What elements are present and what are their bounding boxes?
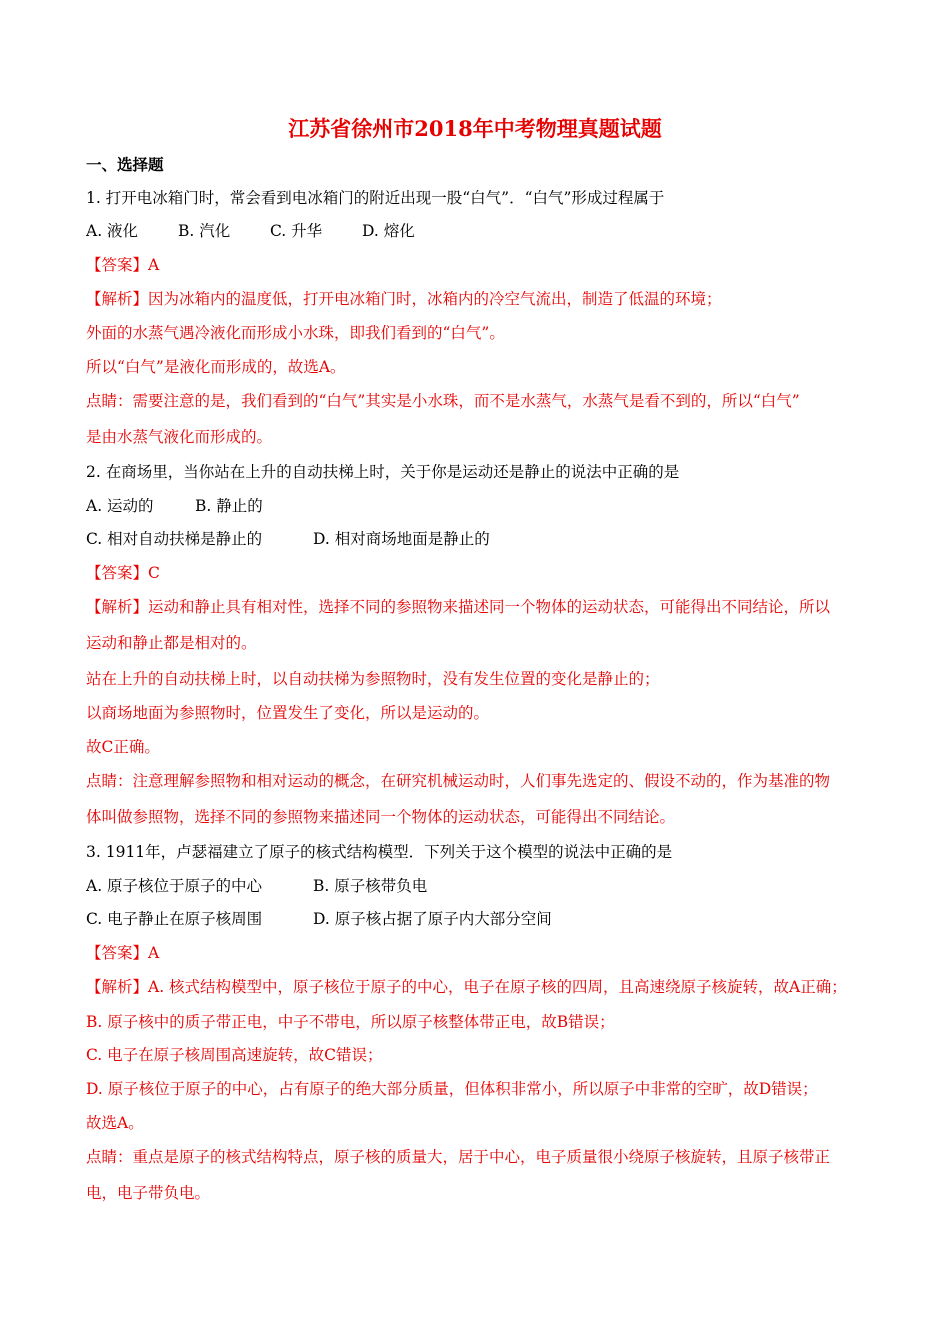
q2-options-row2 — [86, 528, 886, 550]
q2-analysis-line: 站在上升的自动扶梯上时，以自动扶梯为参照物时，没有发生位置的变化是静止的； — [86, 670, 660, 688]
q1-option-d: D. 熔化 — [362, 222, 415, 240]
q2-option-a: A. 运动的 — [86, 497, 154, 515]
q3-tip-line: 电，电子带负电。 — [86, 1184, 211, 1202]
q3-option-d: D. 原子核占据了原子内大部分空间 — [313, 910, 552, 928]
q2-answer: 【答案】C — [86, 564, 160, 582]
q1-option-a: A. 液化 — [86, 222, 139, 240]
q3-analysis-line: 故选A。 — [86, 1114, 144, 1132]
q1-tip-line: 点睛：需要注意的是，我们看到的“白气”其实是小水珠，而不是水蒸气，水蒸气是看不到的，所以“白气” — [86, 392, 800, 410]
q1-answer: 【答案】A — [86, 256, 160, 274]
q2-option-c: C. 相对自动扶梯是静止的 — [86, 530, 263, 548]
page-title: 江苏省徐州市2018年中考物理真题试题 — [288, 116, 662, 141]
q2-analysis-line: 运动和静止都是相对的。 — [86, 634, 257, 652]
q1-tip-line: 是由水蒸气液化而形成的。 — [86, 428, 273, 446]
q1-stem: 1. 打开电冰箱门时，常会看到电冰箱门的附近出现一股“白气”．“白气”形成过程属于 — [86, 189, 665, 207]
q3-option-b: B. 原子核带负电 — [313, 877, 428, 895]
q1-option-c: C. 升华 — [270, 222, 323, 240]
q1-option-b: B. 汽化 — [178, 222, 231, 240]
q2-stem: 2. 在商场里，当你站在上升的自动扶梯上时，关于你是运动还是静止的说法中正确的是 — [86, 463, 680, 481]
q3-analysis-line: 【解析】A. 核式结构模型中，原子核位于原子的中心，电子在原子核的四周，且高速绕原子核旋转，故A正确； — [86, 978, 847, 996]
q1-analysis-line: 所以“白气”是液化而形成的，故选A。 — [86, 358, 346, 376]
q3-option-a: A. 原子核位于原子的中心 — [86, 877, 263, 895]
q3-analysis-line: D. 原子核位于原子的中心，占有原子的绝大部分质量，但体积非常小，所以原子中非常的空旷，故D错误； — [86, 1080, 818, 1098]
q3-analysis-line: C. 电子在原子核周围高速旋转，故C错误； — [86, 1046, 383, 1064]
q2-option-b: B. 静止的 — [195, 497, 263, 515]
q3-stem: 3. 1911年，卢瑟福建立了原子的核式结构模型．下列关于这个模型的说法中正确的是 — [86, 843, 673, 861]
q2-tip-line: 体叫做参照物，选择不同的参照物来描述同一个物体的运动状态，可能得出不同结论。 — [86, 808, 676, 826]
q2-analysis-line: 【解析】运动和静止具有相对性，选择不同的参照物来描述同一个物体的运动状态，可能得出不同结论，所以 — [86, 598, 831, 616]
q1-options — [86, 220, 886, 242]
q1-analysis-line: 外面的水蒸气遇冷液化而形成小水珠，即我们看到的“白气”。 — [86, 324, 505, 342]
q3-tip-line: 点睛：重点是原子的核式结构特点，原子核的质量大，居于中心，电子质量很小绕原子核旋转，且原子核带正 — [86, 1148, 831, 1166]
q2-tip-line: 点睛：注意理解参照物和相对运动的概念，在研究机械运动时，人们事先选定的、假设不动的，作为基准的物 — [86, 772, 831, 790]
q2-analysis-line: 以商场地面为参照物时，位置发生了变化，所以是运动的。 — [86, 704, 490, 722]
q3-options-row1 — [86, 875, 886, 897]
q3-analysis-line: B. 原子核中的质子带正电，中子不带电，所以原子核整体带正电，故B错误； — [86, 1013, 615, 1031]
section-heading: 一、选择题 — [86, 155, 164, 174]
q3-answer: 【答案】A — [86, 944, 160, 962]
q2-analysis-line: 故C正确。 — [86, 738, 160, 756]
q2-option-d: D. 相对商场地面是静止的 — [313, 530, 490, 548]
q1-analysis-line: 【解析】因为冰箱内的温度低，打开电冰箱门时，冰箱内的冷空气流出，制造了低温的环境； — [86, 290, 722, 308]
q3-option-c: C. 电子静止在原子核周围 — [86, 910, 263, 928]
q3-options-row2 — [86, 908, 886, 930]
q2-options-row1 — [86, 495, 886, 517]
